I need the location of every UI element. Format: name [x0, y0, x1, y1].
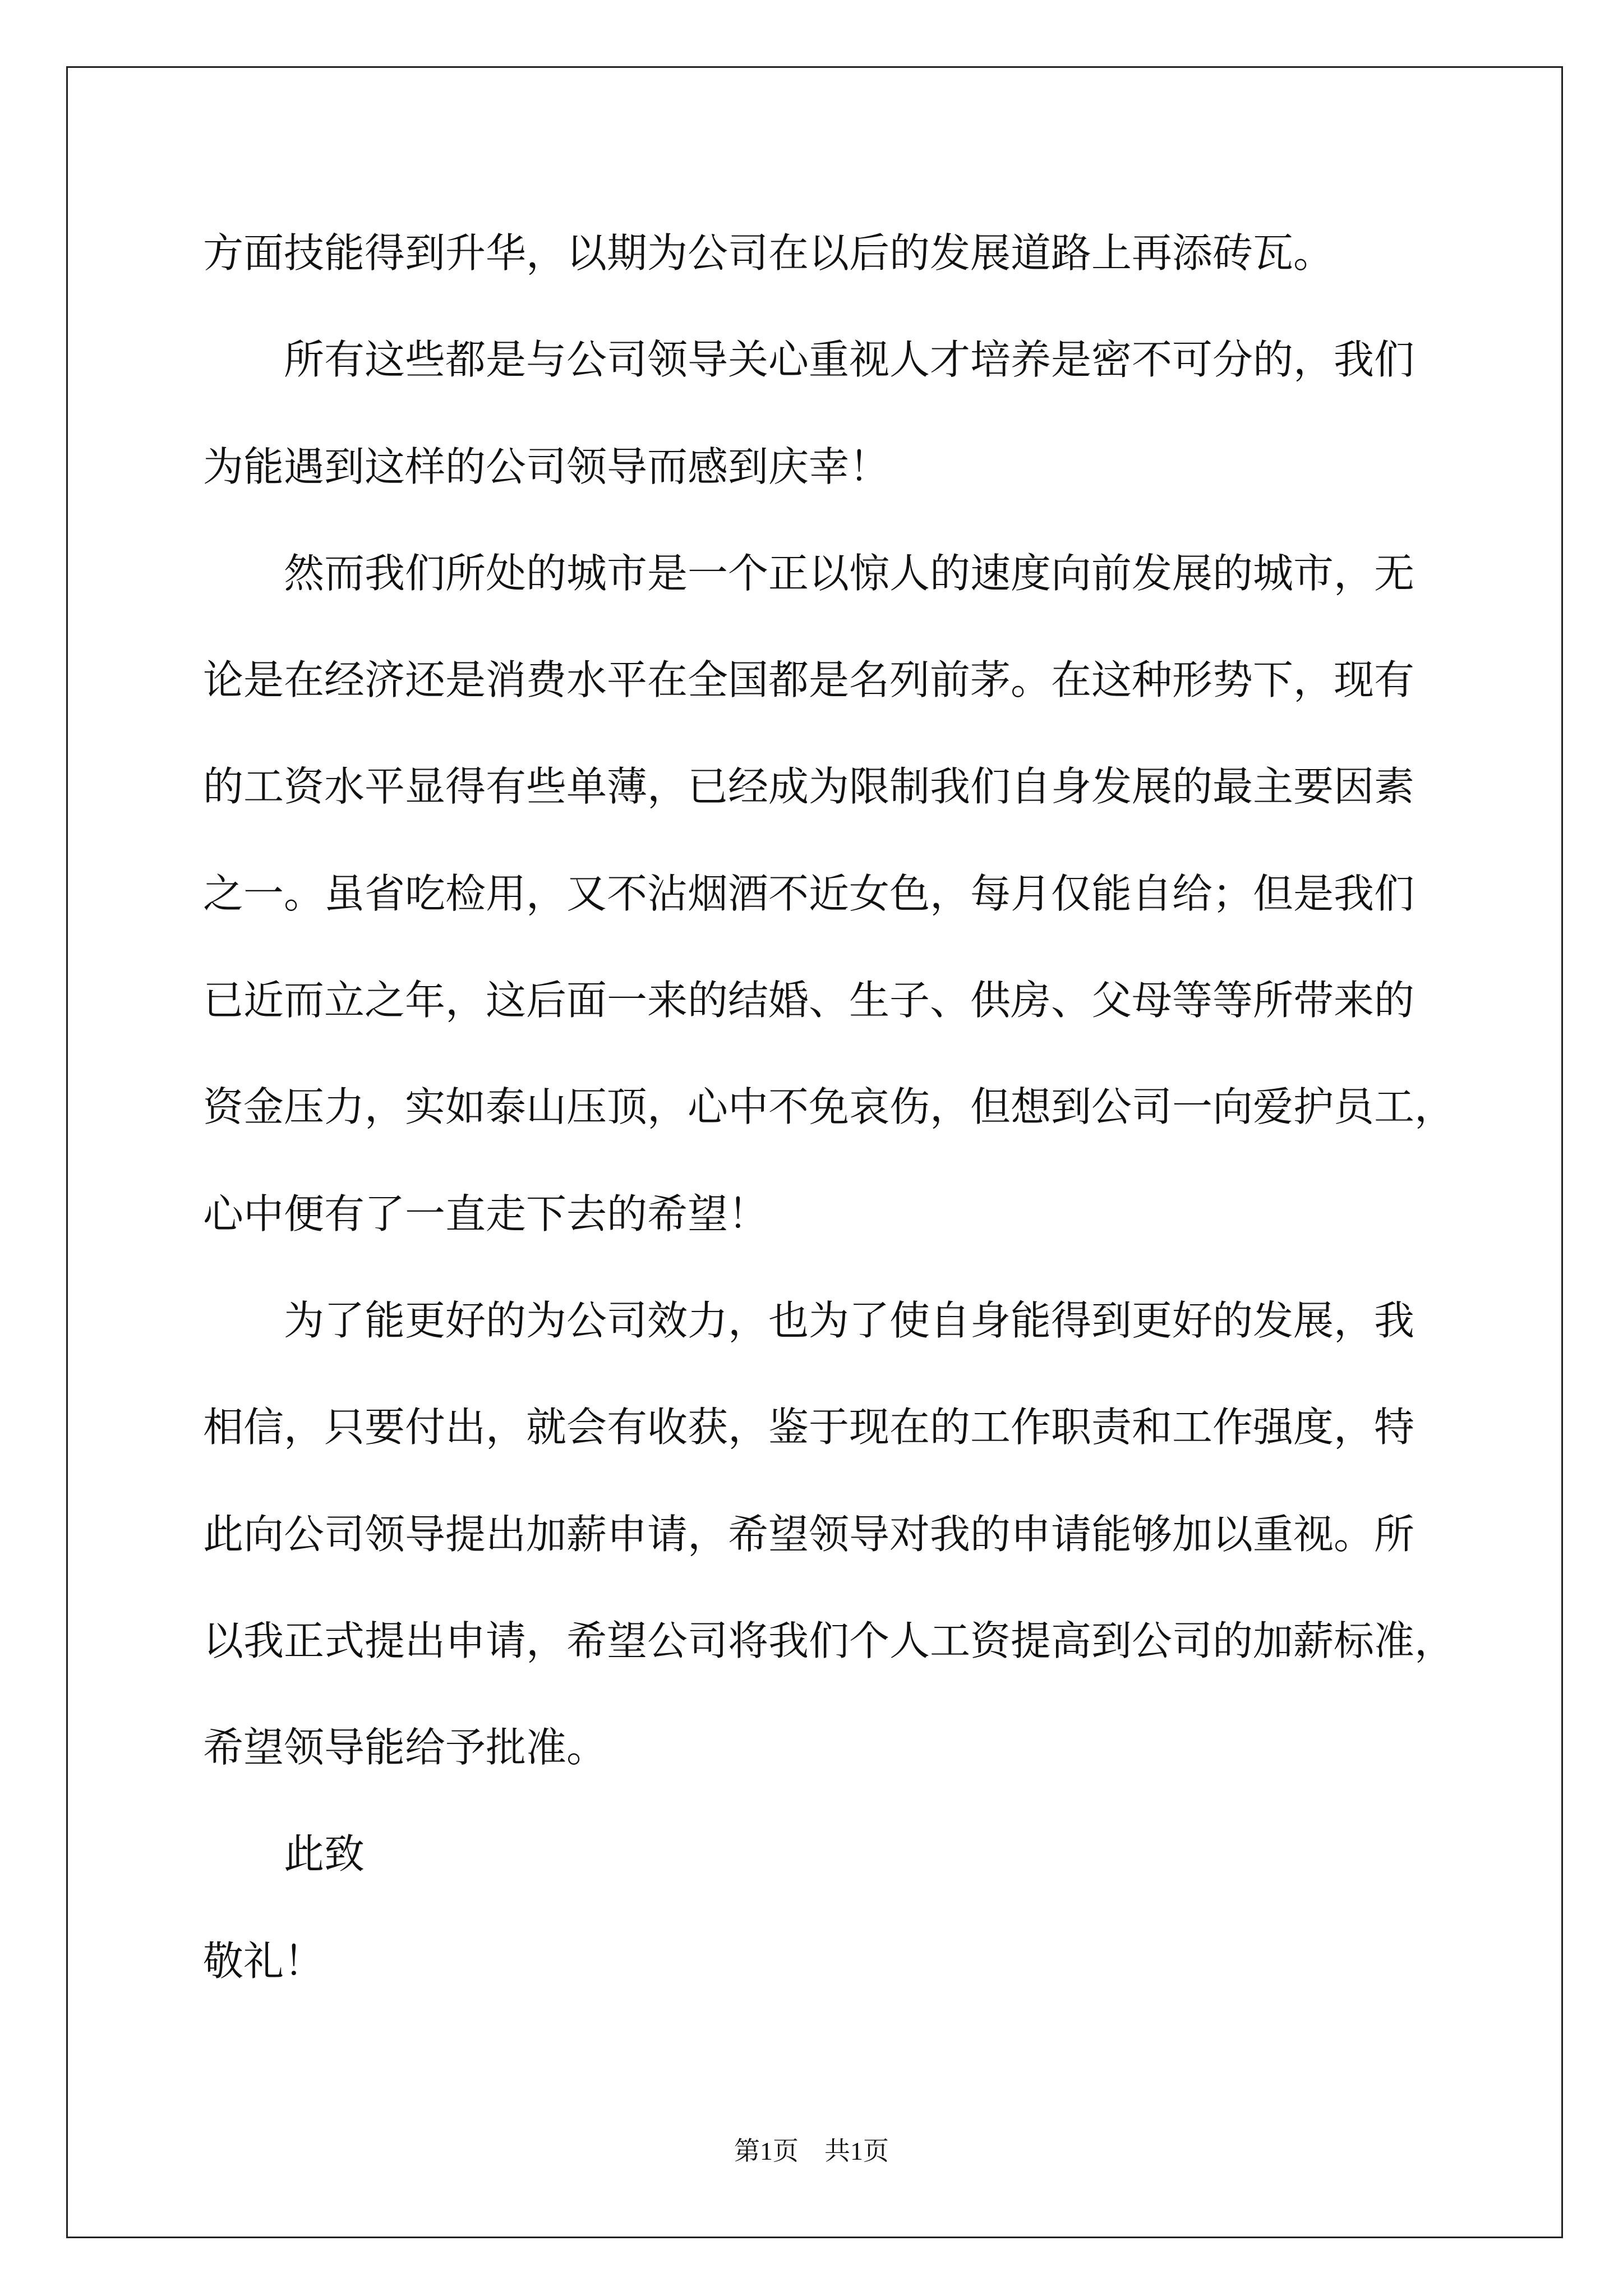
- body-line: 为能遇到这样的公司领导而感到庆幸！: [203, 443, 890, 490]
- body-line: 心中便有了一直走下去的希望！: [203, 1190, 769, 1237]
- body-line: 希望领导能给予批准。: [203, 1724, 607, 1772]
- body-line: 以我正式提出申请，希望公司将我们个人工资提高到公司的加薪标准，: [203, 1617, 1455, 1664]
- salutation-line: 敬礼！: [203, 1937, 325, 1985]
- body-line: 论是在经济还是消费水平在全国都是名列前茅。在这种形势下，现有: [203, 656, 1415, 704]
- letter-body: [203, 200, 1543, 2014]
- body-line: 方面技能得到升华，以期为公司在以后的发展道路上再添砖瓦。: [203, 229, 1334, 277]
- paragraph: [203, 306, 1543, 520]
- body-line: 为了能更好的为公司效力，也为了使自身能得到更好的发展，我: [284, 1296, 1415, 1344]
- page-footer: 第1页 共1页: [734, 2137, 889, 2165]
- paragraph: [203, 200, 1543, 306]
- body-line: 资金压力，实如泰山压顶，心中不免哀伤，但想到公司一向爱护员工，: [203, 1083, 1455, 1131]
- body-line: 之一。虽省吃检用，又不沾烟酒不近女色，每月仅能自给；但是我们: [203, 869, 1415, 917]
- body-line: 已近而立之年，这后面一来的结婚、生子、供房、父母等等所带来的: [203, 977, 1415, 1024]
- body-line: 所有这些都是与公司领导关心重视人才培养是密不可分的，我们: [284, 336, 1415, 384]
- body-line: 此向公司领导提出加薪申请，希望领导对我的申请能够加以重视。所: [203, 1510, 1415, 1558]
- paragraph: [203, 520, 1543, 1267]
- closing-line: 此致: [284, 1830, 365, 1878]
- paragraph: [203, 1267, 1543, 1801]
- body-line: 相信，只要付出，就会有收获，鉴于现在的工作职责和工作强度，特: [203, 1404, 1415, 1451]
- body-line: 然而我们所处的城市是一个正以惊人的速度向前发展的城市，无: [284, 549, 1415, 597]
- body-line: 的工资水平显得有些单薄，已经成为限制我们自身发展的最主要因素: [203, 763, 1415, 811]
